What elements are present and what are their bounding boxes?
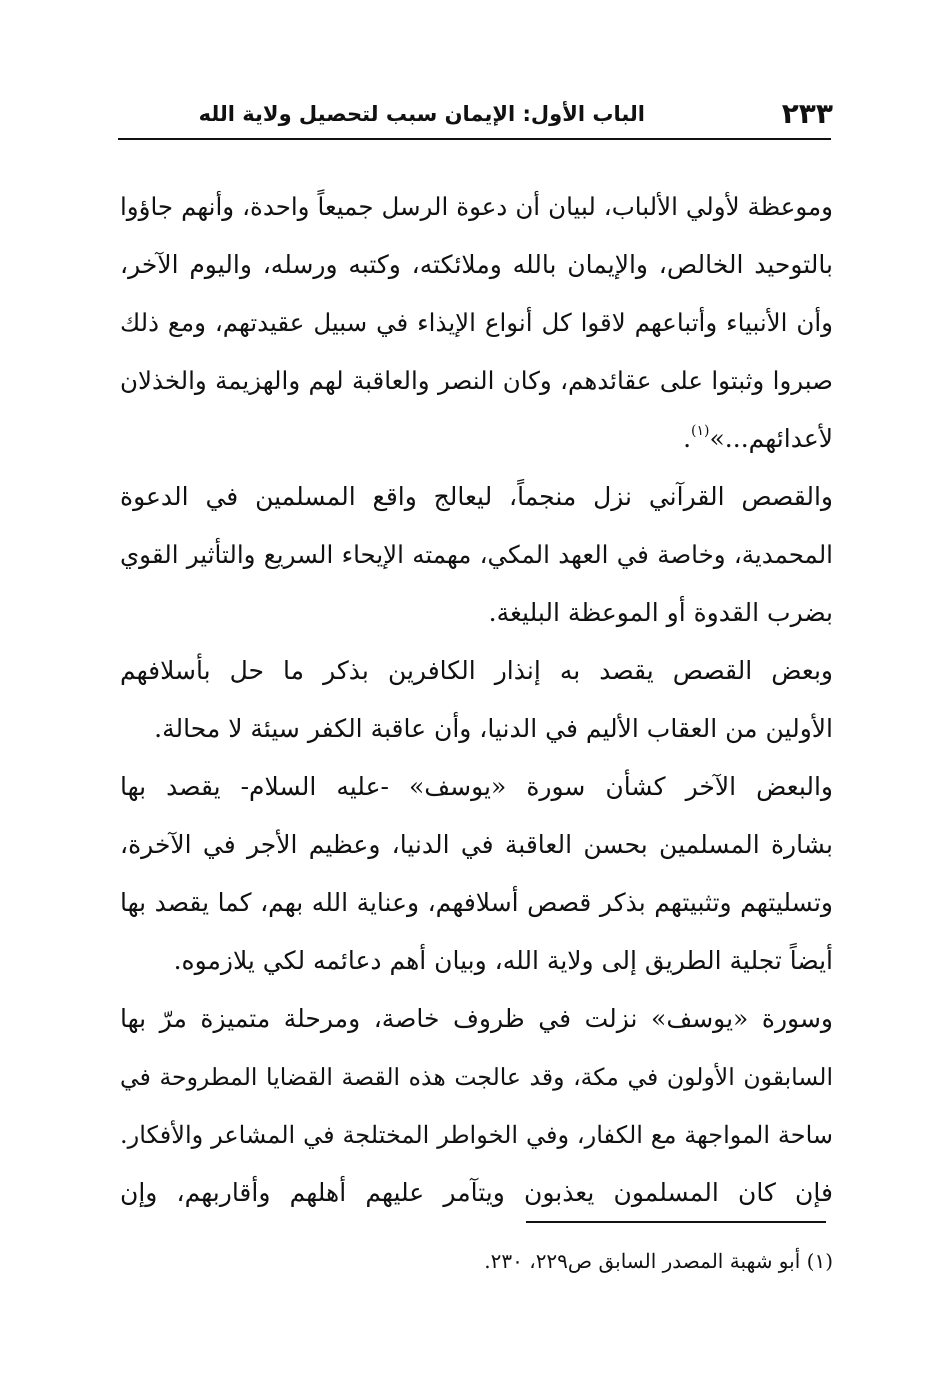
text-line: وسورة «يوسف» نزلت في ظروف خاصة، ومرحلة متميزة مرّ بها [120,1004,833,1033]
text-line: بشارة المسلمين بحسن العاقبة في الدنيا، وعظيم الأجر في الآخرة، [120,830,833,859]
text-line: الأولين من العقاب الأليم في الدنيا، وأن عاقبة الكفر سيئة لا محالة. [154,714,833,743]
line-end-period: . [683,424,692,453]
page-header [118,96,833,136]
body-text [120,178,833,1222]
text-line: السابقون الأولون في مكة، وقد عالجت هذه القصة القضايا المطروحة في [120,1063,833,1091]
text-line: صبروا وثبتوا على عقائدهم، وكان النصر والعاقبة لهم والهزيمة والخذلان [120,366,833,395]
running-title: الباب الأول: الإيمان سبب لتحصيل ولاية الله [198,102,645,126]
text-line: فإن كان المسلمون يعذبون ويتآمر عليهم أهلهم وأقاربهم، وإن [120,1178,833,1207]
text-line: والبعض الآخر كشأن سورة «يوسف» -عليه السلام- يقصد بها [120,772,833,801]
text-line: بضرب القدوة أو الموعظة البليغة. [488,598,833,627]
footnote: (١) أبو شهبة المصدر السابق ص٢٢٩، ٢٣٠. [484,1249,833,1273]
page-number: ٢٣٣ [781,97,833,130]
text-line: وأن الأنبياء وأتباعهم لاقوا كل أنواع الإيذاء في سبيل عقيدتهم، ومع ذلك [120,308,833,337]
footnote-rule [526,1221,826,1223]
text-line: بالتوحيد الخالص، والإيمان بالله وملائكته، وكتبه ورسله، واليوم الآخر، [120,250,833,279]
line-text: لأعدائهم...» [709,424,833,453]
text-line: وبعض القصص يقصد به إنذار الكافرين بذكر ما حل بأسلافهم [120,656,833,685]
text-line: وتسليتهم وتثبيتهم بذكر قصص أسلافهم، وعناية الله بهم، كما يقصد بها [120,888,833,917]
text-line: والقصص القرآني نزل منجماً، ليعالج واقع المسلمين في الدعوة [120,482,833,511]
text-line: المحمدية، وخاصة في العهد المكي، مهمته الإيحاء السريع والتأثير القوي [120,540,833,569]
text-line: أيضاً تجلية الطريق إلى ولاية الله، وبيان أهم دعائمه لكي يلازموه. [173,946,833,975]
footnote-marker: (١) [691,423,710,439]
header-rule [118,138,831,140]
text-line: ساحة المواجهة مع الكفار، وفي الخواطر المختلجة في المشاعر والأفكار. [120,1121,833,1149]
text-line: وموعظة لأولي الألباب، لبيان أن دعوة الرسل جميعاً واحدة، وأنهم جاؤوا [120,192,833,221]
text-line [120,410,833,468]
